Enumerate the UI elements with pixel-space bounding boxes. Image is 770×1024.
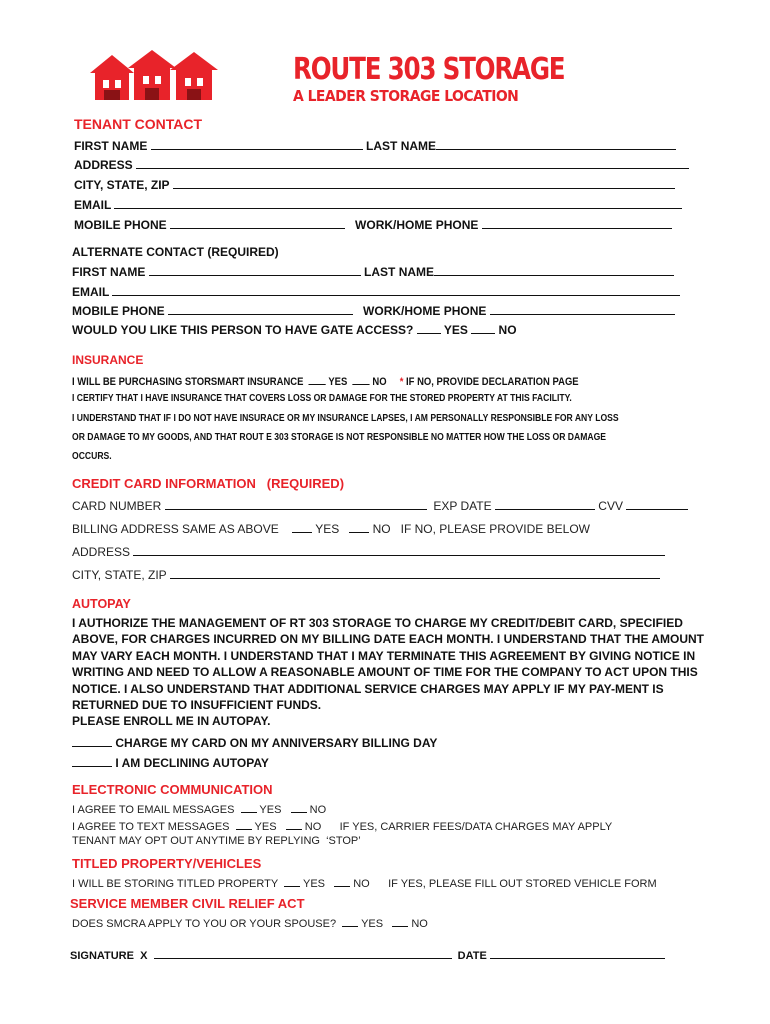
insurance-certify xyxy=(72,393,653,404)
titled-label: I WILL BE STORING TITLED PROPERTY xyxy=(72,878,278,890)
billing-city-label: CITY, STATE, ZIP xyxy=(72,568,167,582)
billing-yes-blank[interactable] xyxy=(292,521,312,533)
gate-yes-blank[interactable] xyxy=(417,322,441,334)
three-houses-logo-icon xyxy=(90,48,220,102)
billing-address-field-row xyxy=(72,544,665,559)
titled-yes-blank[interactable] xyxy=(284,875,300,887)
autopay-paragraph: I AUTHORIZE THE MANAGEMENT OF RT 303 STORAGE TO CHARGE MY CREDIT/DEBIT CARD, SPECIFIED ABOVE, FOR CHARGES INCURRED ON MY BILLING DATE EACH MONTH. I UNDERSTAND THAT THE AMOUNT MAY VARY EACH MONTH. I UNDERSTAND THAT I MAY TERMINATE THIS AGREEMENT BY GIVING NOTICE IN WRITING AND NEED TO ALLOW A REASONABLE AMOUNT OF TIME FOR THE COMPANY TO ACT UPON THIS NOTICE. I ALSO UNDERSTAND THAT ADDITIONAL SERVICE CHARGES MAY APPLY IF MY PAY-MENT IS RETURNED DUE TO INSUFFICIENT FUNDS. xyxy=(72,616,704,713)
titled-yes-label: YES xyxy=(302,878,325,890)
billing-if-no: IF NO, PLEASE PROVIDE BELOW xyxy=(400,522,590,536)
last-name-field[interactable] xyxy=(436,138,676,150)
exp-date-field[interactable] xyxy=(495,498,595,510)
signature-label: SIGNATURE X xyxy=(70,950,148,962)
insurance-purchase-row xyxy=(72,373,661,388)
billing-city-field[interactable] xyxy=(170,567,660,579)
gate-question: WOULD YOU LIKE THIS PERSON TO HAVE GATE ACCESS? xyxy=(72,323,414,337)
tenant-phone-row xyxy=(74,217,672,232)
billing-no-blank[interactable] xyxy=(349,521,369,533)
insurance-no-blank[interactable] xyxy=(353,373,370,385)
autopay-option-charge[interactable] xyxy=(72,735,437,750)
alt-work-home-phone-label: WORK/HOME PHONE xyxy=(363,304,487,318)
autopay-enroll: PLEASE ENROLL ME IN AUTOPAY. xyxy=(72,714,271,728)
email-no-label: NO xyxy=(309,804,327,816)
scra-no-blank[interactable] xyxy=(392,915,408,927)
alt-first-name-label: FIRST NAME xyxy=(72,265,146,279)
work-home-phone-field[interactable] xyxy=(482,217,672,229)
alt-last-name-field[interactable] xyxy=(434,264,674,276)
tenant-heading: TENANT CONTACT xyxy=(74,116,203,132)
exp-date-label: EXP DATE xyxy=(433,499,492,513)
cvv-label: CVV xyxy=(598,499,623,513)
alt-mobile-phone-field[interactable] xyxy=(168,303,353,315)
alternate-email-row xyxy=(72,284,680,299)
text-no-label: NO xyxy=(304,821,322,833)
email-yes-blank[interactable] xyxy=(241,801,257,813)
signature-field[interactable] xyxy=(154,947,452,959)
first-name-field[interactable] xyxy=(151,138,363,150)
titled-no-blank[interactable] xyxy=(334,875,350,887)
insurance-purchase-label: I WILL BE PURCHASING STORSMART INSURANCE xyxy=(72,376,304,388)
insurance-if-no: IF NO, PROVIDE DECLARATION PAGE xyxy=(406,376,579,388)
gate-yes-label: YES xyxy=(443,323,468,337)
alt-first-name-field[interactable] xyxy=(149,264,361,276)
scra-yes-label: YES xyxy=(361,918,384,930)
carrier-note: IF YES, CARRIER FEES/DATA CHARGES MAY APPLY xyxy=(339,821,613,833)
address-field[interactable] xyxy=(136,157,689,169)
insurance-yes-label: YES xyxy=(328,376,348,388)
tenant-city-row xyxy=(74,177,675,192)
text-agree-label: I AGREE TO TEXT MESSAGES xyxy=(72,821,230,833)
mobile-phone-label: MOBILE PHONE xyxy=(74,218,167,232)
first-name-label: FIRST NAME xyxy=(74,139,148,153)
email-field[interactable] xyxy=(114,197,682,209)
company-subtitle: A LEADER STORAGE LOCATION xyxy=(293,87,519,105)
autopay-decline-blank[interactable] xyxy=(72,755,112,767)
alternate-heading: ALTERNATE CONTACT (REQUIRED) xyxy=(72,245,279,259)
scra-row xyxy=(72,915,428,930)
alt-mobile-phone-label: MOBILE PHONE xyxy=(72,304,165,318)
text-yes-label: YES xyxy=(254,821,277,833)
gate-access-row xyxy=(72,322,517,337)
billing-city-row xyxy=(72,567,660,582)
insurance-yes-blank[interactable] xyxy=(309,373,326,385)
billing-address-label: BILLING ADDRESS SAME AS ABOVE xyxy=(72,522,279,536)
card-number-label: CARD NUMBER xyxy=(72,499,162,513)
address-label: ADDRESS xyxy=(74,158,133,172)
alt-email-label: EMAIL xyxy=(72,285,110,299)
gate-no-blank[interactable] xyxy=(471,322,495,334)
scra-no-label: NO xyxy=(411,918,428,930)
insurance-heading: INSURANCE xyxy=(72,353,144,367)
scra-heading: SERVICE MEMBER CIVIL RELIEF ACT xyxy=(70,896,305,911)
opt-out-note: TENANT MAY OPT OUT ANYTIME BY REPLYING ‘STOP’ xyxy=(72,835,361,847)
titled-row xyxy=(72,875,657,890)
text-yes-blank[interactable] xyxy=(236,818,252,830)
card-number-field[interactable] xyxy=(165,498,427,510)
autopay-charge-blank[interactable] xyxy=(72,735,112,747)
email-no-blank[interactable] xyxy=(291,801,307,813)
work-home-phone-label: WORK/HOME PHONE xyxy=(355,218,479,232)
billing-street-field[interactable] xyxy=(133,544,665,556)
insurance-no-label: NO xyxy=(372,376,387,388)
billing-no-label: NO xyxy=(372,522,391,536)
credit-card-heading: CREDIT CARD INFORMATION (REQUIRED) xyxy=(72,476,345,491)
asterisk: * xyxy=(399,376,404,388)
tenant-email-row xyxy=(74,197,682,212)
alt-last-name-label: LAST NAME xyxy=(364,265,435,279)
date-field[interactable] xyxy=(490,947,665,959)
insurance-understand-3 xyxy=(72,451,118,462)
logo xyxy=(90,48,220,102)
billing-address-row xyxy=(72,521,590,536)
titled-note: IF YES, PLEASE FILL OUT STORED VEHICLE FORM xyxy=(388,878,657,890)
city-state-zip-label: CITY, STATE, ZIP xyxy=(74,178,170,192)
billing-yes-label: YES xyxy=(315,522,340,536)
autopay-decline-label: I AM DECLINING AUTOPAY xyxy=(115,756,269,770)
email-agree-label: I AGREE TO EMAIL MESSAGES xyxy=(72,804,235,816)
insurance-understand-2 xyxy=(72,432,693,443)
insurance-certify-text: I CERTIFY THAT I HAVE INSURANCE THAT COVERS LOSS OR DAMAGE FOR THE STORED PROPERTY AT THIS FACILITY. xyxy=(72,393,572,404)
alternate-first-name-row xyxy=(72,264,674,279)
titled-heading: TITLED PROPERTY/VEHICLES xyxy=(72,856,262,871)
billing-street-label: ADDRESS xyxy=(72,545,131,559)
autopay-heading: AUTOPAY xyxy=(72,597,131,611)
tenant-address-row xyxy=(74,157,689,172)
email-yes-label: YES xyxy=(259,804,282,816)
alternate-phone-row xyxy=(72,303,675,318)
autopay-charge-label: CHARGE MY CARD ON MY ANNIVERSARY BILLING DAY xyxy=(115,736,438,750)
electronic-heading: ELECTRONIC COMMUNICATION xyxy=(72,782,273,797)
text-agree-row xyxy=(72,818,612,833)
insurance-understand-1 xyxy=(72,413,708,424)
autopay-option-decline[interactable] xyxy=(72,755,269,770)
alt-work-home-phone-field[interactable] xyxy=(490,303,675,315)
email-label: EMAIL xyxy=(74,198,112,212)
insurance-understand-3-text: OCCURS. xyxy=(72,451,112,462)
card-number-row xyxy=(72,498,688,513)
insurance-understand-1-text: I UNDERSTAND THAT IF I DO NOT HAVE INSURACE OR MY INSURANCE LAPSES, I AM PERSONALLY RESPONSIBLE FOR ANY LOSS xyxy=(72,413,619,424)
city-state-zip-field[interactable] xyxy=(173,177,675,189)
scra-yes-blank[interactable] xyxy=(342,915,358,927)
text-no-blank[interactable] xyxy=(286,818,302,830)
email-agree-row xyxy=(72,801,326,816)
mobile-phone-field[interactable] xyxy=(170,217,345,229)
company-title: ROUTE 303 STORAGE xyxy=(293,52,565,87)
tenant-first-name-row xyxy=(74,138,676,153)
scra-question: DOES SMCRA APPLY TO YOU OR YOUR SPOUSE? xyxy=(72,918,337,930)
last-name-label: LAST NAME xyxy=(366,139,437,153)
signature-row xyxy=(70,947,665,962)
alt-email-field[interactable] xyxy=(112,284,680,296)
cvv-field[interactable] xyxy=(626,498,688,510)
titled-no-label: NO xyxy=(353,878,370,890)
gate-no-label: NO xyxy=(498,323,517,337)
date-label: DATE xyxy=(457,950,487,962)
insurance-understand-2-text: OR DAMAGE TO MY GOODS, AND THAT ROUT E 303 STORAGE IS NOT RESPONSIBLE NO MATTER HOW THE LOSS OR DAMAGE xyxy=(72,432,607,443)
